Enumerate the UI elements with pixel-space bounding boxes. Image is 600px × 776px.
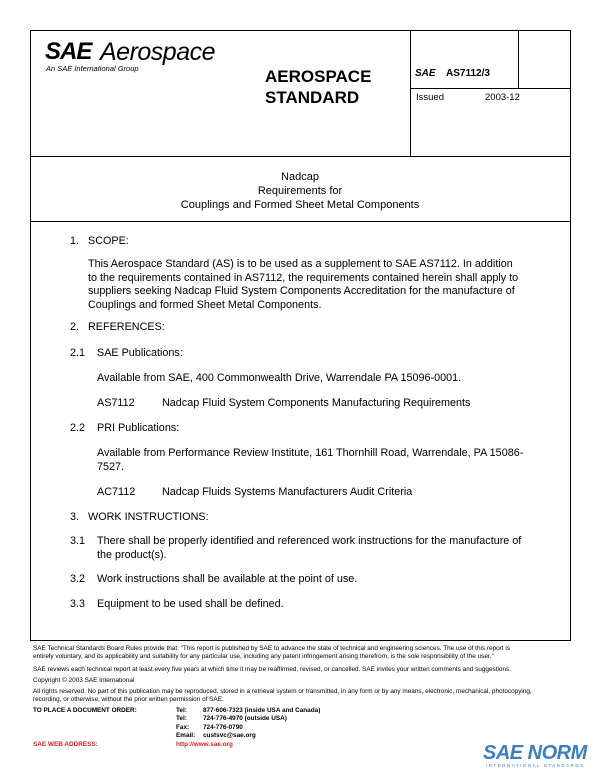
- section-2-2-num: 2.2: [70, 422, 86, 434]
- footer-rules: [33, 645, 573, 662]
- issued-label: Issued: [416, 92, 444, 103]
- rights-line-1: All rights reserved. No part of this publication may be reproduced, stored in a retrieval system or transmitted, in any form or by any means, electronic, mechanical, photocopying,: [33, 688, 532, 695]
- title-line-2: Requirements for: [257, 185, 343, 197]
- footer-rights: [33, 688, 578, 705]
- s31-line-1: There shall be properly identified and referenced work instructions for the manufacture of: [97, 535, 522, 547]
- contact-email: [176, 732, 320, 740]
- contact-block: [176, 707, 320, 740]
- web-address-label: SAE WEB ADDRESS:: [33, 741, 98, 748]
- section-1-num: 1.: [70, 235, 80, 247]
- rights-line-2: recording, or otherwise, without the prior written permission of SAE.: [33, 696, 224, 704]
- contact-tel-1: [176, 707, 320, 715]
- header-left-border: [30, 30, 31, 640]
- email-label: Email:: [176, 731, 196, 739]
- order-label: TO PLACE A DOCUMENT ORDER:: [33, 707, 137, 714]
- section-3-2-text: Work instructions shall be available at the point of use.: [97, 573, 358, 585]
- tel2-value: 724-776-4970 (outside USA): [203, 715, 287, 723]
- section-3-title: WORK INSTRUCTIONS:: [88, 511, 209, 523]
- fax-value: 724-776-0790: [203, 723, 243, 731]
- body-bottom-border: [30, 640, 571, 641]
- sae-norm-subtitle: INTERNATIONAL STANDARDS: [486, 763, 585, 768]
- header-top-border: [30, 30, 571, 31]
- rules-line-1: SAE Technical Standards Board Rules provide that: "This report is published by SAE to advance the state of technical and engineering sciences. The use of this report is: [33, 645, 510, 652]
- reference-title-ac7112: Nadcap Fluids Systems Manufacturers Audit Criteria: [162, 486, 413, 498]
- email-value[interactable]: custsvc@sae.org: [203, 731, 256, 739]
- rules-line-2: entirely voluntary, and its applicability and suitability for any particular use, including any patent infringement arising therefrom, is the sole responsibility of the user.": [33, 653, 494, 661]
- standard-line-1: AEROSPACE: [265, 67, 372, 86]
- section-2-title: REFERENCES:: [88, 321, 165, 333]
- header-divider-1: [410, 30, 411, 156]
- section-2-1-title: SAE Publications:: [97, 347, 183, 359]
- reference-title-as7112: Nadcap Fluid System Components Manufacturing Requirements: [162, 397, 471, 409]
- tel1-value: 877-606-7323 (inside USA and Canada): [203, 707, 321, 714]
- document-number: AS7112/3: [446, 68, 490, 79]
- reference-code-ac7112: AC7112: [97, 486, 136, 498]
- section-3-3-num: 3.3: [70, 598, 86, 610]
- sae-logo: SAE: [45, 38, 92, 65]
- footer-copyright: Copyright © 2003 SAE International: [33, 677, 135, 684]
- tel1-label: Tel:: [176, 707, 187, 714]
- logo-tagline: An SAE International Group: [46, 64, 139, 73]
- standard-line-2: STANDARD: [265, 88, 360, 107]
- contact-fax: [176, 724, 320, 732]
- title-line-1: Nadcap: [281, 171, 319, 183]
- header-bottom-border: [30, 156, 571, 157]
- section-3-num: 3.: [70, 511, 80, 523]
- s1-line-2: to the requirements contained in AS7112, the requirements contained herein shall apply to: [88, 271, 519, 284]
- section-3-2-num: 3.2: [70, 573, 86, 585]
- document-title: [30, 170, 570, 212]
- section-2-1-availability: Available from SAE, 400 Commonwealth Drive, Warrendale PA 15096-0001.: [97, 372, 462, 384]
- standard-type: [265, 66, 371, 108]
- title-line-3: Couplings and Formed Sheet Metal Components: [180, 199, 420, 211]
- section-2-num: 2.: [70, 321, 80, 333]
- section-2-1-num: 2.1: [70, 347, 86, 359]
- section-3-3-text: Equipment to be used shall be defined.: [97, 598, 284, 610]
- section-2-2-availability: [97, 447, 523, 474]
- section-2-2-title: PRI Publications:: [97, 422, 180, 434]
- page-right-border: [570, 30, 571, 640]
- s1-line-3: suppliers seeking Nadcap Fluid System Components Accreditation for the manufacture of: [88, 285, 515, 298]
- aerospace-logo-text: Aerospace: [100, 38, 216, 66]
- s1-line-4: Couplings and formed Sheet Metal Components.: [88, 298, 322, 311]
- tel2-label: Tel:: [176, 715, 187, 723]
- issued-date: 2003-12: [485, 92, 520, 103]
- footer-review: SAE reviews each technical report at least every five years at which time it may be reaffirmed, revised, or cancelled. SAE invites your written comments and suggestions.: [33, 666, 511, 673]
- header-mid-line: [410, 88, 571, 89]
- s22-avail-line-1: Available from Performance Review Institute, 161 Thornhill Road, Warrendale, PA 15086-: [97, 447, 524, 459]
- s31-line-2: the product(s).: [97, 548, 167, 561]
- section-1-paragraph: [88, 258, 568, 312]
- s22-avail-line-2: 7527.: [97, 460, 125, 473]
- fax-label: Fax:: [176, 723, 190, 731]
- header-divider-2: [518, 30, 519, 88]
- section-1-title: SCOPE:: [88, 235, 129, 247]
- small-sae-logo: SAE: [415, 68, 436, 79]
- web-address-link[interactable]: http://www.sae.org: [176, 741, 233, 748]
- section-3-1-text: [97, 535, 521, 562]
- sae-norm-logo: SAE NORM: [483, 742, 587, 764]
- reference-code-as7112: AS7112: [97, 397, 135, 409]
- contact-tel-2: [176, 715, 320, 723]
- section-3-1-num: 3.1: [70, 535, 86, 547]
- s1-line-1: This Aerospace Standard (AS) is to be used as a supplement to SAE AS7112. In addition: [88, 258, 513, 270]
- title-bottom-border: [30, 221, 571, 222]
